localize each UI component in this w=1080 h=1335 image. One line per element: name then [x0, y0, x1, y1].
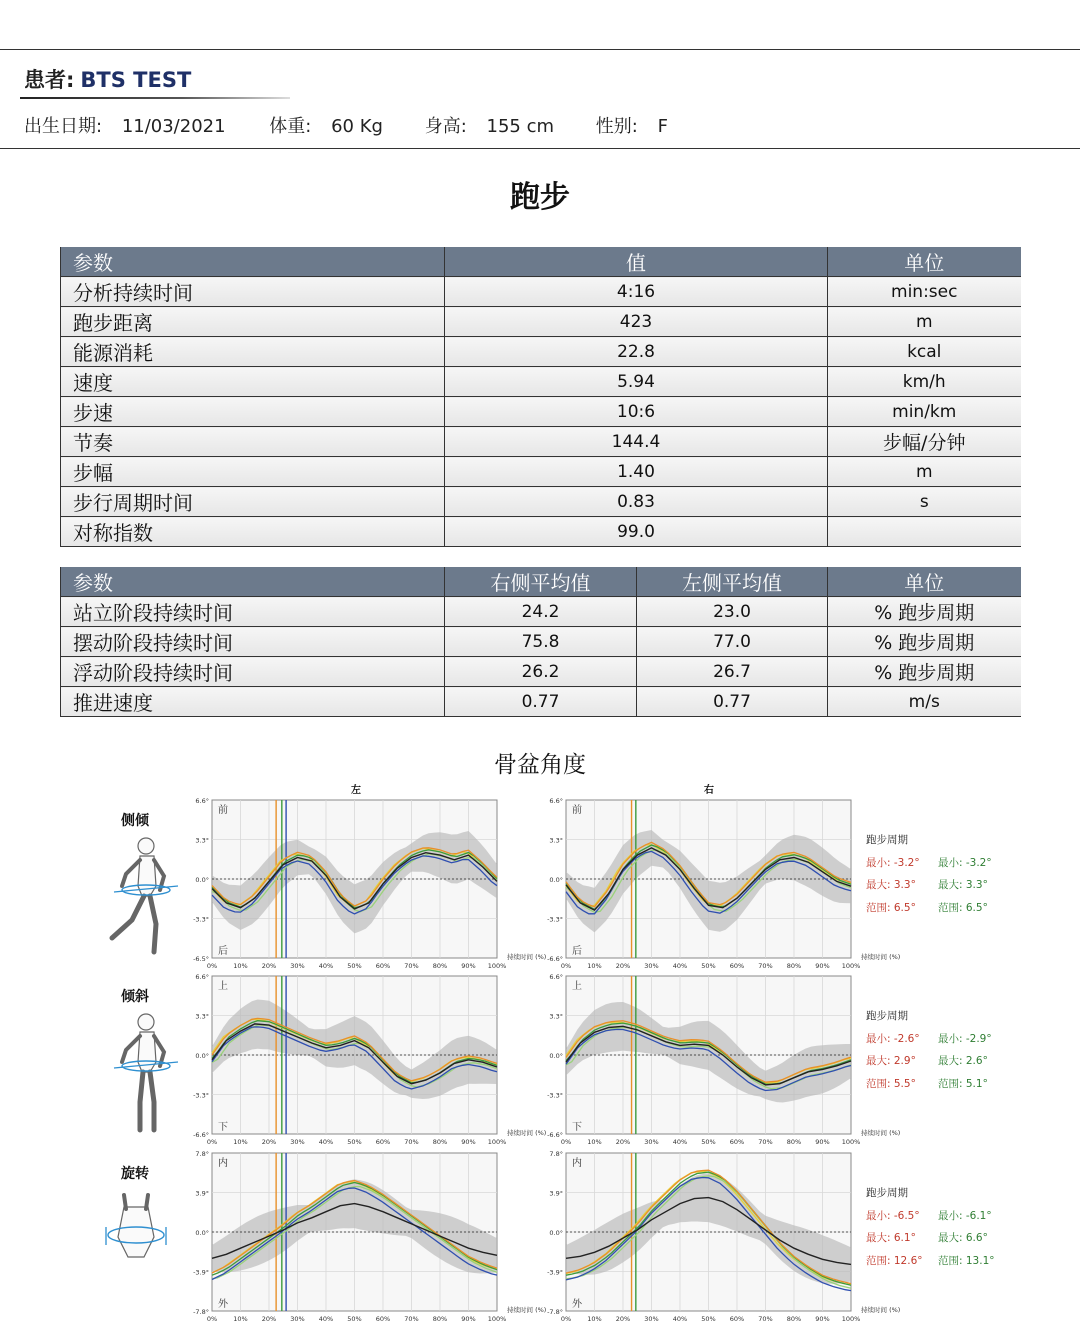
x-tick-label: 70% [758, 1138, 773, 1146]
parameter-cell: 步速 [61, 397, 445, 427]
table-row [61, 337, 1021, 367]
y-tick-label: -6.6° [547, 955, 563, 963]
unit-cell: 步幅/分钟 [828, 427, 1021, 457]
y-tick-label: 7.8° [549, 1150, 563, 1158]
value-cell: 423 [445, 307, 828, 337]
patient-label: 患者: [24, 68, 75, 92]
stats-title: 跑步周期 [866, 1010, 908, 1022]
right-stat: 最小: -2.9° [938, 1032, 992, 1045]
y-tick-label: -6.5° [193, 955, 209, 963]
table-row [61, 627, 1021, 657]
y-tick-label: -3.3° [193, 1091, 209, 1100]
x-tick-label: 10% [233, 962, 248, 970]
y-tick-label: 3.3° [195, 1012, 209, 1021]
col-header-parameter: 参数 [61, 247, 445, 277]
x-tick-label: 40% [672, 1315, 688, 1323]
right-stat: 最大: 2.6° [938, 1055, 988, 1067]
y-tick-label: 6.6° [195, 797, 209, 805]
parameter-cell: 跑步距离 [61, 307, 445, 337]
x-tick-label: 100% [487, 962, 507, 970]
stats-title: 跑步周期 [866, 1187, 908, 1199]
y-tick-label: 6.6° [549, 797, 563, 805]
left-column-label: 左 [351, 785, 361, 796]
left-stat: 最大: 6.1° [866, 1232, 916, 1244]
value-cell: 1.40 [445, 457, 828, 487]
x-tick-label: 100% [841, 962, 861, 970]
x-tick-label: 60% [729, 962, 745, 970]
x-tick-label: 30% [644, 962, 659, 970]
x-tick-label: 20% [615, 1315, 631, 1323]
left-stat: 范围: 5.5° [866, 1077, 916, 1090]
x-axis-label: 持续时间 (%) [861, 953, 901, 961]
right-stat: 范围: 5.1° [938, 1077, 988, 1090]
y-tick-label: 0.0° [549, 1052, 563, 1060]
stats-line [866, 852, 992, 875]
x-tick-label: 50% [347, 1315, 362, 1323]
left-stat: 范围: 6.5° [866, 901, 916, 914]
y-tick-label: 3.9° [195, 1189, 209, 1198]
table-row [61, 277, 1021, 307]
parameter-cell: 步行周期时间 [61, 487, 445, 517]
y-tick-label: 6.6° [195, 973, 209, 981]
y-tick-label: -7.8° [193, 1308, 209, 1316]
x-tick-label: 100% [841, 1315, 861, 1323]
x-tick-label: 60% [729, 1315, 745, 1323]
unit-cell: % 跑步周期 [828, 627, 1021, 657]
table-row [61, 457, 1021, 487]
direction-bottom-label: 下 [218, 1122, 228, 1133]
left-stat: 最小: -2.6° [866, 1032, 920, 1045]
x-tick-label: 50% [347, 962, 362, 970]
x-tick-label: 50% [701, 1315, 716, 1323]
right-stat: 最大: 6.6° [938, 1232, 988, 1244]
x-tick-label: 0% [206, 1138, 218, 1146]
stats-line [866, 874, 992, 897]
x-tick-label: 100% [841, 1138, 861, 1146]
patient-field [24, 64, 191, 94]
x-tick-label: 10% [233, 1138, 248, 1146]
x-tick-label: 40% [318, 962, 334, 970]
x-tick-label: 30% [644, 1138, 659, 1146]
x-tick-label: 40% [318, 1138, 334, 1146]
y-tick-label: -3.3° [193, 915, 209, 924]
x-tick-label: 20% [615, 1138, 631, 1146]
unit-cell: km/h [828, 367, 1021, 397]
y-tick-label: 7.8° [195, 1150, 209, 1158]
height-value: 155 cm [486, 116, 555, 137]
right-stat: 范围: 6.5° [938, 901, 988, 914]
table-header-row [61, 247, 1021, 277]
unit-cell: m [828, 457, 1021, 487]
unit-cell: kcal [828, 337, 1021, 367]
x-tick-label: 70% [758, 962, 773, 970]
stats-title: 跑步周期 [866, 834, 908, 846]
parameter-cell: 推进速度 [61, 687, 445, 717]
parameter-cell: 站立阶段持续时间 [61, 597, 445, 627]
patient-name: BTS TEST [80, 68, 192, 92]
y-tick-label: 0.0° [195, 1229, 209, 1237]
height-label: 身高: [424, 116, 467, 137]
unit-cell [828, 517, 1021, 547]
sex-value: F [657, 116, 668, 137]
direction-top-label: 上 [572, 981, 582, 992]
x-tick-label: 0% [206, 962, 218, 970]
patient-underline [20, 97, 290, 99]
gait-cycle-stats [866, 1182, 995, 1272]
phase-parameters-table [60, 567, 1021, 717]
table-row [61, 367, 1021, 397]
table-row [61, 427, 1021, 457]
x-tick-label: 70% [758, 1315, 773, 1323]
value-cell: 4:16 [445, 277, 828, 307]
y-tick-label: 3.3° [549, 1012, 563, 1021]
y-tick-label: -6.6° [193, 1131, 209, 1139]
table-row [61, 517, 1021, 547]
header-bottom-rule [0, 148, 1080, 149]
running-figure-rotation-icon [96, 1187, 176, 1316]
table-row [61, 487, 1021, 517]
parameter-cell: 能源消耗 [61, 337, 445, 367]
table-header-row [61, 567, 1021, 597]
pelvis-row-label: 旋转 [121, 1166, 149, 1182]
x-tick-label: 80% [432, 962, 448, 970]
table-row [61, 397, 1021, 427]
x-tick-label: 80% [786, 1138, 802, 1146]
x-tick-label: 20% [261, 1315, 277, 1323]
x-tick-label: 80% [432, 1315, 448, 1323]
x-tick-label: 30% [644, 1315, 659, 1323]
unit-cell: min/km [828, 397, 1021, 427]
x-tick-label: 0% [206, 1315, 218, 1323]
table-row [61, 597, 1021, 627]
stats-line [866, 1050, 992, 1073]
x-axis-label: 持续时间 (%) [507, 1129, 547, 1137]
direction-bottom-label: 后 [218, 946, 228, 957]
direction-bottom-label: 外 [218, 1299, 228, 1310]
x-tick-label: 0% [560, 1138, 572, 1146]
table-row [61, 657, 1021, 687]
x-tick-label: 100% [487, 1138, 507, 1146]
x-tick-label: 0% [560, 962, 572, 970]
x-tick-label: 60% [375, 962, 391, 970]
x-tick-label: 10% [587, 1315, 602, 1323]
x-tick-label: 90% [815, 962, 830, 970]
x-tick-label: 60% [375, 1315, 391, 1323]
stats-line [866, 1073, 992, 1096]
y-tick-label: 0.0° [195, 1052, 209, 1060]
patient-info-row [24, 112, 668, 138]
running-parameters-table [60, 247, 1021, 547]
left-stat: 范围: 12.6° [866, 1254, 923, 1267]
x-tick-label: 100% [487, 1315, 507, 1323]
pelvis-obliquity-left-chart [172, 970, 547, 1154]
x-tick-label: 20% [261, 962, 277, 970]
parameter-cell: 速度 [61, 367, 445, 397]
x-tick-label: 80% [786, 1315, 802, 1323]
x-tick-label: 80% [786, 962, 802, 970]
x-tick-label: 90% [461, 1315, 476, 1323]
parameter-cell: 步幅 [61, 457, 445, 487]
x-tick-label: 70% [404, 1315, 419, 1323]
stats-line [866, 897, 992, 920]
value-cell: 24.2 [445, 597, 637, 627]
value-cell: 26.2 [445, 657, 637, 687]
direction-top-label: 前 [218, 805, 228, 816]
parameter-cell: 分析持续时间 [61, 277, 445, 307]
right-stat: 最小: -3.2° [938, 856, 992, 869]
pelvis-section-title: 骨盆角度 [494, 752, 586, 778]
value-cell: 75.8 [445, 627, 637, 657]
x-tick-label: 10% [587, 1138, 602, 1146]
value-cell: 23.0 [637, 597, 828, 627]
parameter-cell: 对称指数 [61, 517, 445, 547]
running-figure-tilt-icon [96, 834, 176, 963]
pelvis-tilt-left-chart [172, 794, 547, 978]
pelvis-row-label: 倾斜 [121, 989, 149, 1005]
col-header-unit: 单位 [828, 247, 1021, 277]
direction-top-label: 内 [218, 1158, 228, 1169]
top-rule [0, 49, 1080, 50]
y-tick-label: -3.3° [547, 1091, 563, 1100]
direction-top-label: 内 [572, 1158, 582, 1169]
x-axis-label: 持续时间 (%) [507, 1306, 547, 1314]
pelvis-row-label: 侧倾 [121, 813, 149, 829]
y-tick-label: -6.6° [547, 1131, 563, 1139]
value-cell: 26.7 [637, 657, 828, 687]
y-tick-label: 3.9° [549, 1189, 563, 1198]
gait-cycle-stats [866, 1005, 992, 1095]
left-stat: 最小: -3.2° [866, 856, 920, 869]
y-tick-label: -3.3° [547, 915, 563, 924]
x-tick-label: 90% [461, 1138, 476, 1146]
x-tick-label: 10% [233, 1315, 248, 1323]
left-stat: 最小: -6.5° [866, 1209, 920, 1222]
unit-cell: min:sec [828, 277, 1021, 307]
x-tick-label: 50% [701, 1138, 716, 1146]
unit-cell: s [828, 487, 1021, 517]
col-header-parameter: 参数 [61, 567, 445, 597]
x-tick-label: 70% [404, 1138, 419, 1146]
col-header-value: 值 [445, 247, 828, 277]
x-tick-label: 20% [261, 1138, 277, 1146]
dob-value: 11/03/2021 [121, 116, 226, 137]
col-header-left-mean: 左侧平均值 [637, 567, 828, 597]
x-tick-label: 0% [560, 1315, 572, 1323]
parameter-cell: 节奏 [61, 427, 445, 457]
right-stat: 最大: 3.3° [938, 879, 988, 891]
stats-line [866, 1250, 995, 1273]
stats-line [866, 1205, 995, 1228]
direction-bottom-label: 下 [572, 1122, 582, 1133]
stats-line [866, 1227, 995, 1250]
unit-cell: % 跑步周期 [828, 657, 1021, 687]
x-tick-label: 90% [461, 962, 476, 970]
direction-bottom-label: 外 [572, 1299, 582, 1310]
unit-cell: % 跑步周期 [828, 597, 1021, 627]
value-cell: 77.0 [637, 627, 828, 657]
sex-label: 性别: [595, 116, 638, 137]
value-cell: 144.4 [445, 427, 828, 457]
dob-label: 出生日期: [24, 116, 103, 137]
y-tick-label: 3.3° [195, 836, 209, 845]
value-cell: 0.83 [445, 487, 828, 517]
y-tick-label: -3.9° [547, 1268, 563, 1277]
parameter-cell: 摆动阶段持续时间 [61, 627, 445, 657]
x-tick-label: 40% [318, 1315, 334, 1323]
unit-cell: m/s [828, 687, 1021, 717]
gait-cycle-stats [866, 829, 992, 919]
x-tick-label: 20% [615, 962, 631, 970]
parameter-cell: 浮动阶段持续时间 [61, 657, 445, 687]
direction-top-label: 上 [218, 981, 228, 992]
table-row [61, 307, 1021, 337]
right-column-label: 右 [704, 785, 714, 796]
pelvis-rotation-left-chart [172, 1147, 547, 1331]
x-tick-label: 40% [672, 962, 688, 970]
direction-top-label: 前 [572, 805, 582, 816]
y-tick-label: 6.6° [549, 973, 563, 981]
x-tick-label: 10% [587, 962, 602, 970]
y-tick-label: 0.0° [549, 876, 563, 884]
value-cell: 0.77 [445, 687, 637, 717]
x-tick-label: 30% [290, 962, 305, 970]
left-stat: 最大: 3.3° [866, 879, 916, 891]
x-tick-label: 70% [404, 962, 419, 970]
x-tick-label: 50% [347, 1138, 362, 1146]
right-stat: 范围: 13.1° [938, 1254, 995, 1267]
col-header-unit: 单位 [828, 567, 1021, 597]
y-tick-label: -7.8° [547, 1308, 563, 1316]
x-axis-label: 持续时间 (%) [861, 1306, 901, 1314]
x-tick-label: 50% [701, 962, 716, 970]
y-tick-label: 0.0° [195, 876, 209, 884]
stats-line [866, 1028, 992, 1051]
value-cell: 22.8 [445, 337, 828, 367]
unit-cell: m [828, 307, 1021, 337]
x-tick-label: 40% [672, 1138, 688, 1146]
value-cell: 5.94 [445, 367, 828, 397]
left-stat: 最大: 2.9° [866, 1055, 916, 1067]
value-cell: 99.0 [445, 517, 828, 547]
x-tick-label: 60% [729, 1138, 745, 1146]
value-cell: 10:6 [445, 397, 828, 427]
y-tick-label: 3.3° [549, 836, 563, 845]
table-row [61, 687, 1021, 717]
running-figure-obliquity-icon [96, 1010, 176, 1139]
direction-bottom-label: 后 [572, 946, 582, 957]
document-title: 跑步 [510, 180, 570, 215]
weight-value: 60 Kg [331, 116, 383, 137]
x-axis-label: 持续时间 (%) [507, 953, 547, 961]
x-tick-label: 80% [432, 1138, 448, 1146]
x-tick-label: 90% [815, 1315, 830, 1323]
y-tick-label: -3.9° [193, 1268, 209, 1277]
weight-label: 体重: [269, 116, 312, 137]
y-tick-label: 0.0° [549, 1229, 563, 1237]
col-header-right-mean: 右侧平均值 [445, 567, 637, 597]
x-tick-label: 30% [290, 1315, 305, 1323]
x-axis-label: 持续时间 (%) [861, 1129, 901, 1137]
x-tick-label: 60% [375, 1138, 391, 1146]
right-stat: 最小: -6.1° [938, 1209, 992, 1222]
x-tick-label: 30% [290, 1138, 305, 1146]
value-cell: 0.77 [637, 687, 828, 717]
x-tick-label: 90% [815, 1138, 830, 1146]
